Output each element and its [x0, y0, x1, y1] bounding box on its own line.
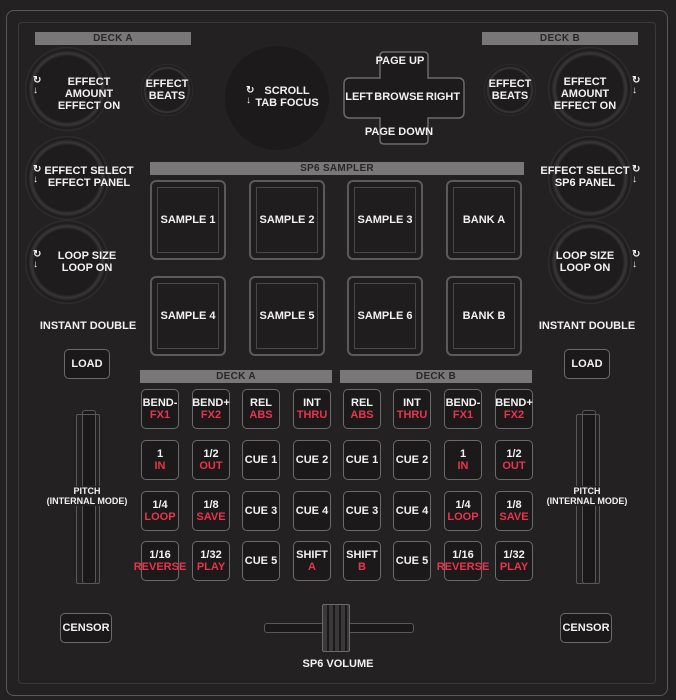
deck-a-buttons-5[interactable] — [141, 440, 179, 480]
left-button[interactable]: LEFT — [345, 91, 373, 103]
deck-b-buttons-3[interactable] — [444, 389, 482, 429]
browse-button[interactable]: BROWSE — [374, 91, 424, 103]
sampler-pad-4[interactable] — [446, 180, 522, 260]
button-primary-label: 1/2 — [506, 448, 522, 460]
right-effect-beats-label: EFFECT BEATS — [488, 78, 532, 102]
sampler-pad-label: SAMPLE 1 — [160, 214, 216, 226]
button-shift-label: REVERSE — [436, 561, 490, 573]
deck-a-buttons-2[interactable] — [192, 389, 230, 429]
left-effect-beats-label: EFFECT BEATS — [145, 78, 189, 102]
button-primary-label: SHIFT — [296, 549, 328, 561]
sp6-volume-fader-cap[interactable] — [322, 604, 350, 652]
button-shift-label: FX2 — [200, 409, 222, 421]
deck-a-buttons-3[interactable] — [242, 389, 280, 429]
sampler-pad-1[interactable] — [150, 180, 226, 260]
deck-a-buttons-header: DECK A — [140, 370, 332, 383]
button-primary-label: 1 — [156, 448, 164, 460]
deck-b-buttons-8[interactable] — [495, 440, 533, 480]
deck-a-buttons-9[interactable] — [141, 491, 179, 531]
button-shift-label: THRU — [296, 409, 328, 421]
button-primary-label: REL — [250, 397, 272, 409]
button-shift-label: THRU — [396, 409, 428, 421]
deck-a-header: DECK A — [35, 32, 191, 45]
button-shift-label: ABS — [350, 409, 374, 421]
deck-b-buttons-header: DECK B — [340, 370, 532, 383]
right-pitch-label: PITCH (INTERNAL MODE) — [544, 486, 630, 506]
button-shift-label: OUT — [502, 460, 526, 472]
deck-b-buttons-6[interactable] — [393, 440, 431, 480]
button-primary-label: 1/4 — [455, 499, 471, 511]
rotate-press-icon: ↻ ↓ — [33, 164, 42, 185]
left-pitch-label: PITCH (INTERNAL MODE) — [44, 486, 130, 506]
sampler-header: SP6 SAMPLER — [150, 162, 524, 175]
left-knob3-label: LOOP SIZE LOOP ON — [57, 250, 117, 274]
button-primary-label: 1/2 — [203, 448, 219, 460]
right-knob2-label: EFFECT SELECT SP6 PANEL — [540, 165, 630, 189]
button-shift-label: FX2 — [503, 409, 525, 421]
rotate-press-icon: ↻ ↓ — [33, 249, 42, 270]
scroll-label: SCROLL TAB FOCUS — [255, 85, 319, 109]
deck-b-buttons-1[interactable] — [343, 389, 381, 429]
deck-a-buttons-15[interactable] — [242, 541, 280, 581]
sampler-pad-6[interactable] — [249, 276, 325, 356]
button-primary-label: CUE 3 — [345, 505, 379, 517]
button-primary-label: CUE 2 — [295, 454, 329, 466]
button-primary-label: 1/16 — [149, 549, 171, 561]
deck-a-buttons-12[interactable] — [293, 491, 331, 531]
button-primary-label: BEND- — [142, 397, 178, 409]
page-down-button[interactable]: PAGE DOWN — [364, 126, 434, 138]
button-primary-label: CUE 3 — [244, 505, 278, 517]
right-censor-button[interactable]: CENSOR — [560, 613, 612, 643]
button-shift-label: LOOP — [447, 511, 479, 523]
button-shift-label: A — [308, 561, 316, 573]
deck-b-buttons-10[interactable] — [393, 491, 431, 531]
button-primary-label: CUE 5 — [395, 555, 429, 567]
deck-b-header: DECK B — [482, 32, 638, 45]
sampler-pad-label: BANK A — [462, 214, 506, 226]
button-primary-label: CUE 5 — [244, 555, 278, 567]
deck-a-buttons-16[interactable] — [293, 541, 331, 581]
right-button[interactable]: RIGHT — [425, 91, 461, 103]
deck-a-buttons-7[interactable] — [242, 440, 280, 480]
rotate-press-icon: ↻ ↓ — [246, 85, 255, 106]
button-shift-label: SAVE — [196, 511, 226, 523]
sampler-pad-label: SAMPLE 6 — [357, 310, 413, 322]
sampler-pad-label: BANK B — [462, 310, 506, 322]
button-primary-label: INT — [303, 397, 321, 409]
deck-b-buttons-15[interactable] — [436, 541, 490, 581]
right-knob1-label: EFFECT AMOUNT EFFECT ON — [553, 76, 617, 112]
left-load-button[interactable]: LOAD — [64, 349, 110, 379]
button-shift-label: REVERSE — [133, 561, 187, 573]
deck-b-buttons-13[interactable] — [343, 541, 381, 581]
left-instant-double-button[interactable]: INSTANT DOUBLE — [39, 320, 137, 332]
button-primary-label: 1/32 — [200, 549, 222, 561]
deck-b-buttons-4[interactable] — [495, 389, 533, 429]
sp6-volume-label: SP6 VOLUME — [302, 658, 374, 670]
button-primary-label: 1/16 — [452, 549, 474, 561]
sampler-pad-7[interactable] — [347, 276, 423, 356]
button-primary-label: REL — [351, 397, 373, 409]
button-shift-label: SAVE — [499, 511, 529, 523]
button-primary-label: BEND+ — [495, 397, 533, 409]
button-shift-label: ABS — [249, 409, 273, 421]
button-shift-label: FX1 — [149, 409, 171, 421]
button-primary-label: BEND+ — [192, 397, 230, 409]
button-primary-label: 1/4 — [152, 499, 168, 511]
button-shift-label: LOOP — [144, 511, 176, 523]
button-shift-label: OUT — [199, 460, 223, 472]
rotate-press-icon: ↻ ↓ — [632, 249, 641, 270]
rotate-press-icon: ↻ ↓ — [632, 164, 641, 185]
button-shift-label: PLAY — [499, 561, 529, 573]
rotate-press-icon: ↻ ↓ — [632, 75, 641, 96]
left-knob1-label: EFFECT AMOUNT EFFECT ON — [57, 76, 121, 112]
sampler-pad-label: SAMPLE 4 — [160, 310, 216, 322]
deck-b-buttons-14[interactable] — [393, 541, 431, 581]
button-primary-label: CUE 4 — [395, 505, 429, 517]
button-primary-label: 1/8 — [506, 499, 522, 511]
button-primary-label: SHIFT — [346, 549, 378, 561]
button-shift-label: IN — [457, 460, 469, 472]
page-up-button[interactable]: PAGE UP — [375, 55, 425, 67]
right-knob3-label: LOOP SIZE LOOP ON — [555, 250, 615, 274]
button-primary-label: 1/8 — [203, 499, 219, 511]
button-shift-label: IN — [154, 460, 166, 472]
deck-b-buttons-7[interactable] — [444, 440, 482, 480]
button-shift-label: PLAY — [196, 561, 226, 573]
right-load-button[interactable]: LOAD — [564, 349, 610, 379]
sampler-pad-8[interactable] — [446, 276, 522, 356]
button-primary-label: CUE 4 — [295, 505, 329, 517]
button-primary-label: 1/32 — [503, 549, 525, 561]
sampler-pad-3[interactable] — [347, 180, 423, 260]
deck-a-buttons-8[interactable] — [293, 440, 331, 480]
button-primary-label: CUE 2 — [395, 454, 429, 466]
right-instant-double-button[interactable]: INSTANT DOUBLE — [538, 320, 636, 332]
button-shift-label: FX1 — [452, 409, 474, 421]
left-censor-button[interactable]: CENSOR — [60, 613, 112, 643]
sampler-pad-5[interactable] — [150, 276, 226, 356]
deck-b-buttons-9[interactable] — [343, 491, 381, 531]
deck-b-buttons-16[interactable] — [495, 541, 533, 581]
button-primary-label: 1 — [459, 448, 467, 460]
button-primary-label: CUE 1 — [345, 454, 379, 466]
inner-frame — [18, 22, 656, 684]
deck-a-buttons-13[interactable] — [133, 541, 187, 581]
sampler-pad-label: SAMPLE 2 — [259, 214, 315, 226]
deck-b-buttons-12[interactable] — [495, 491, 533, 531]
sampler-pad-label: SAMPLE 3 — [357, 214, 413, 226]
deck-b-buttons-2[interactable] — [393, 389, 431, 429]
deck-a-buttons-11[interactable] — [242, 491, 280, 531]
deck-a-buttons-6[interactable] — [192, 440, 230, 480]
left-knob2-label: EFFECT SELECT EFFECT PANEL — [44, 165, 134, 189]
button-primary-label: INT — [403, 397, 421, 409]
deck-b-buttons-11[interactable] — [444, 491, 482, 531]
deck-a-buttons-14[interactable] — [192, 541, 230, 581]
sampler-pad-label: SAMPLE 5 — [259, 310, 315, 322]
button-shift-label: B — [358, 561, 366, 573]
button-primary-label: CUE 1 — [244, 454, 278, 466]
button-primary-label: BEND- — [445, 397, 481, 409]
deck-b-buttons-5[interactable] — [343, 440, 381, 480]
sampler-pad-2[interactable] — [249, 180, 325, 260]
deck-a-buttons-4[interactable] — [293, 389, 331, 429]
deck-a-buttons-1[interactable] — [141, 389, 179, 429]
rotate-press-icon: ↻ ↓ — [33, 75, 42, 96]
deck-a-buttons-10[interactable] — [192, 491, 230, 531]
